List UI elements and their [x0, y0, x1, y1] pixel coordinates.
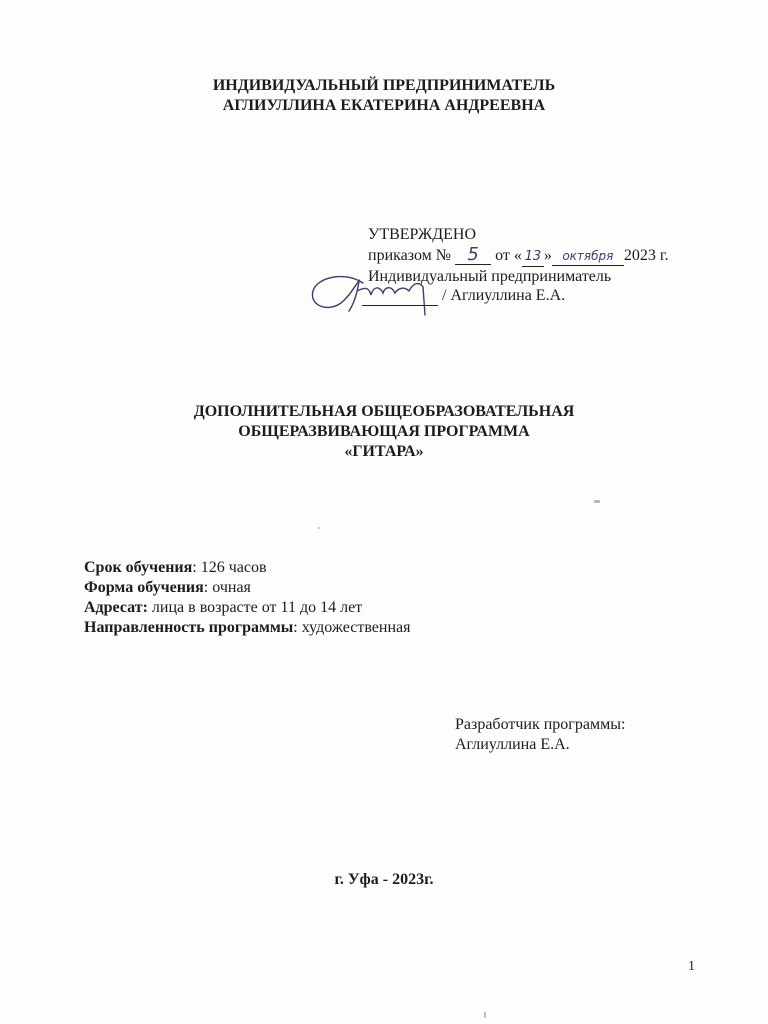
signature-icon	[305, 265, 445, 325]
detail-direction	[84, 618, 410, 638]
developer-name: Аглиуллина Е.А.	[455, 736, 570, 753]
program-title-line-3: «ГИТАРА»	[344, 443, 424, 460]
program-title-line-1: ДОПОЛНИТЕЛЬНАЯ ОБЩЕОБРАЗОВАТЕЛЬНАЯ	[193, 403, 575, 420]
detail-value: художественная	[301, 619, 411, 636]
page-number: 1	[688, 959, 695, 974]
detail-separator: :	[293, 619, 302, 636]
approval-position: Индивидуальный предприниматель	[368, 268, 612, 285]
detail-value: 126 часов	[200, 559, 267, 576]
detail-form	[84, 578, 251, 598]
developer-label: Разработчик программы:	[455, 716, 626, 733]
detail-label: Направленность программы	[84, 619, 294, 636]
approval-heading: УТВЕРЖДЕНО	[368, 226, 477, 243]
date-prefix: от «	[495, 247, 522, 264]
detail-audience	[84, 598, 362, 618]
header-line-1: ИНДИВИДУАЛЬНЫЙ ПРЕДПРИНИМАТЕЛЬ	[212, 77, 556, 94]
header-line-2: АГЛИУЛЛИНА ЕКАТЕРИНА АНДРЕЕВНА	[222, 97, 546, 114]
approval-order-line	[368, 246, 669, 267]
program-title-line-2: ОБЩЕРАЗВИВАЮЩАЯ ПРОГРАММА	[238, 423, 530, 440]
approval-signer: / Аглиуллина Е.А.	[442, 287, 566, 304]
order-prefix: приказом №	[368, 247, 452, 264]
detail-label: Форма обучения	[84, 579, 204, 596]
scan-speck	[318, 527, 320, 529]
date-suffix: 2023 г.	[623, 247, 669, 264]
detail-label: Срок обучения	[84, 559, 193, 576]
detail-label: Адресат:	[84, 599, 148, 616]
footer-city-year: г. Уфа - 2023г.	[334, 871, 434, 888]
detail-value: лица в возрасте от 11 до 14 лет	[151, 599, 363, 616]
detail-separator: :	[203, 579, 213, 596]
detail-value: очная	[212, 579, 251, 596]
date-close: »	[543, 247, 552, 264]
scan-speck	[484, 1012, 486, 1018]
detail-separator: :	[192, 559, 201, 576]
scan-speck	[594, 500, 600, 503]
detail-duration	[84, 558, 267, 578]
date-month: октября	[552, 247, 624, 266]
date-day: 13	[522, 248, 544, 267]
order-number: 5	[455, 246, 491, 265]
